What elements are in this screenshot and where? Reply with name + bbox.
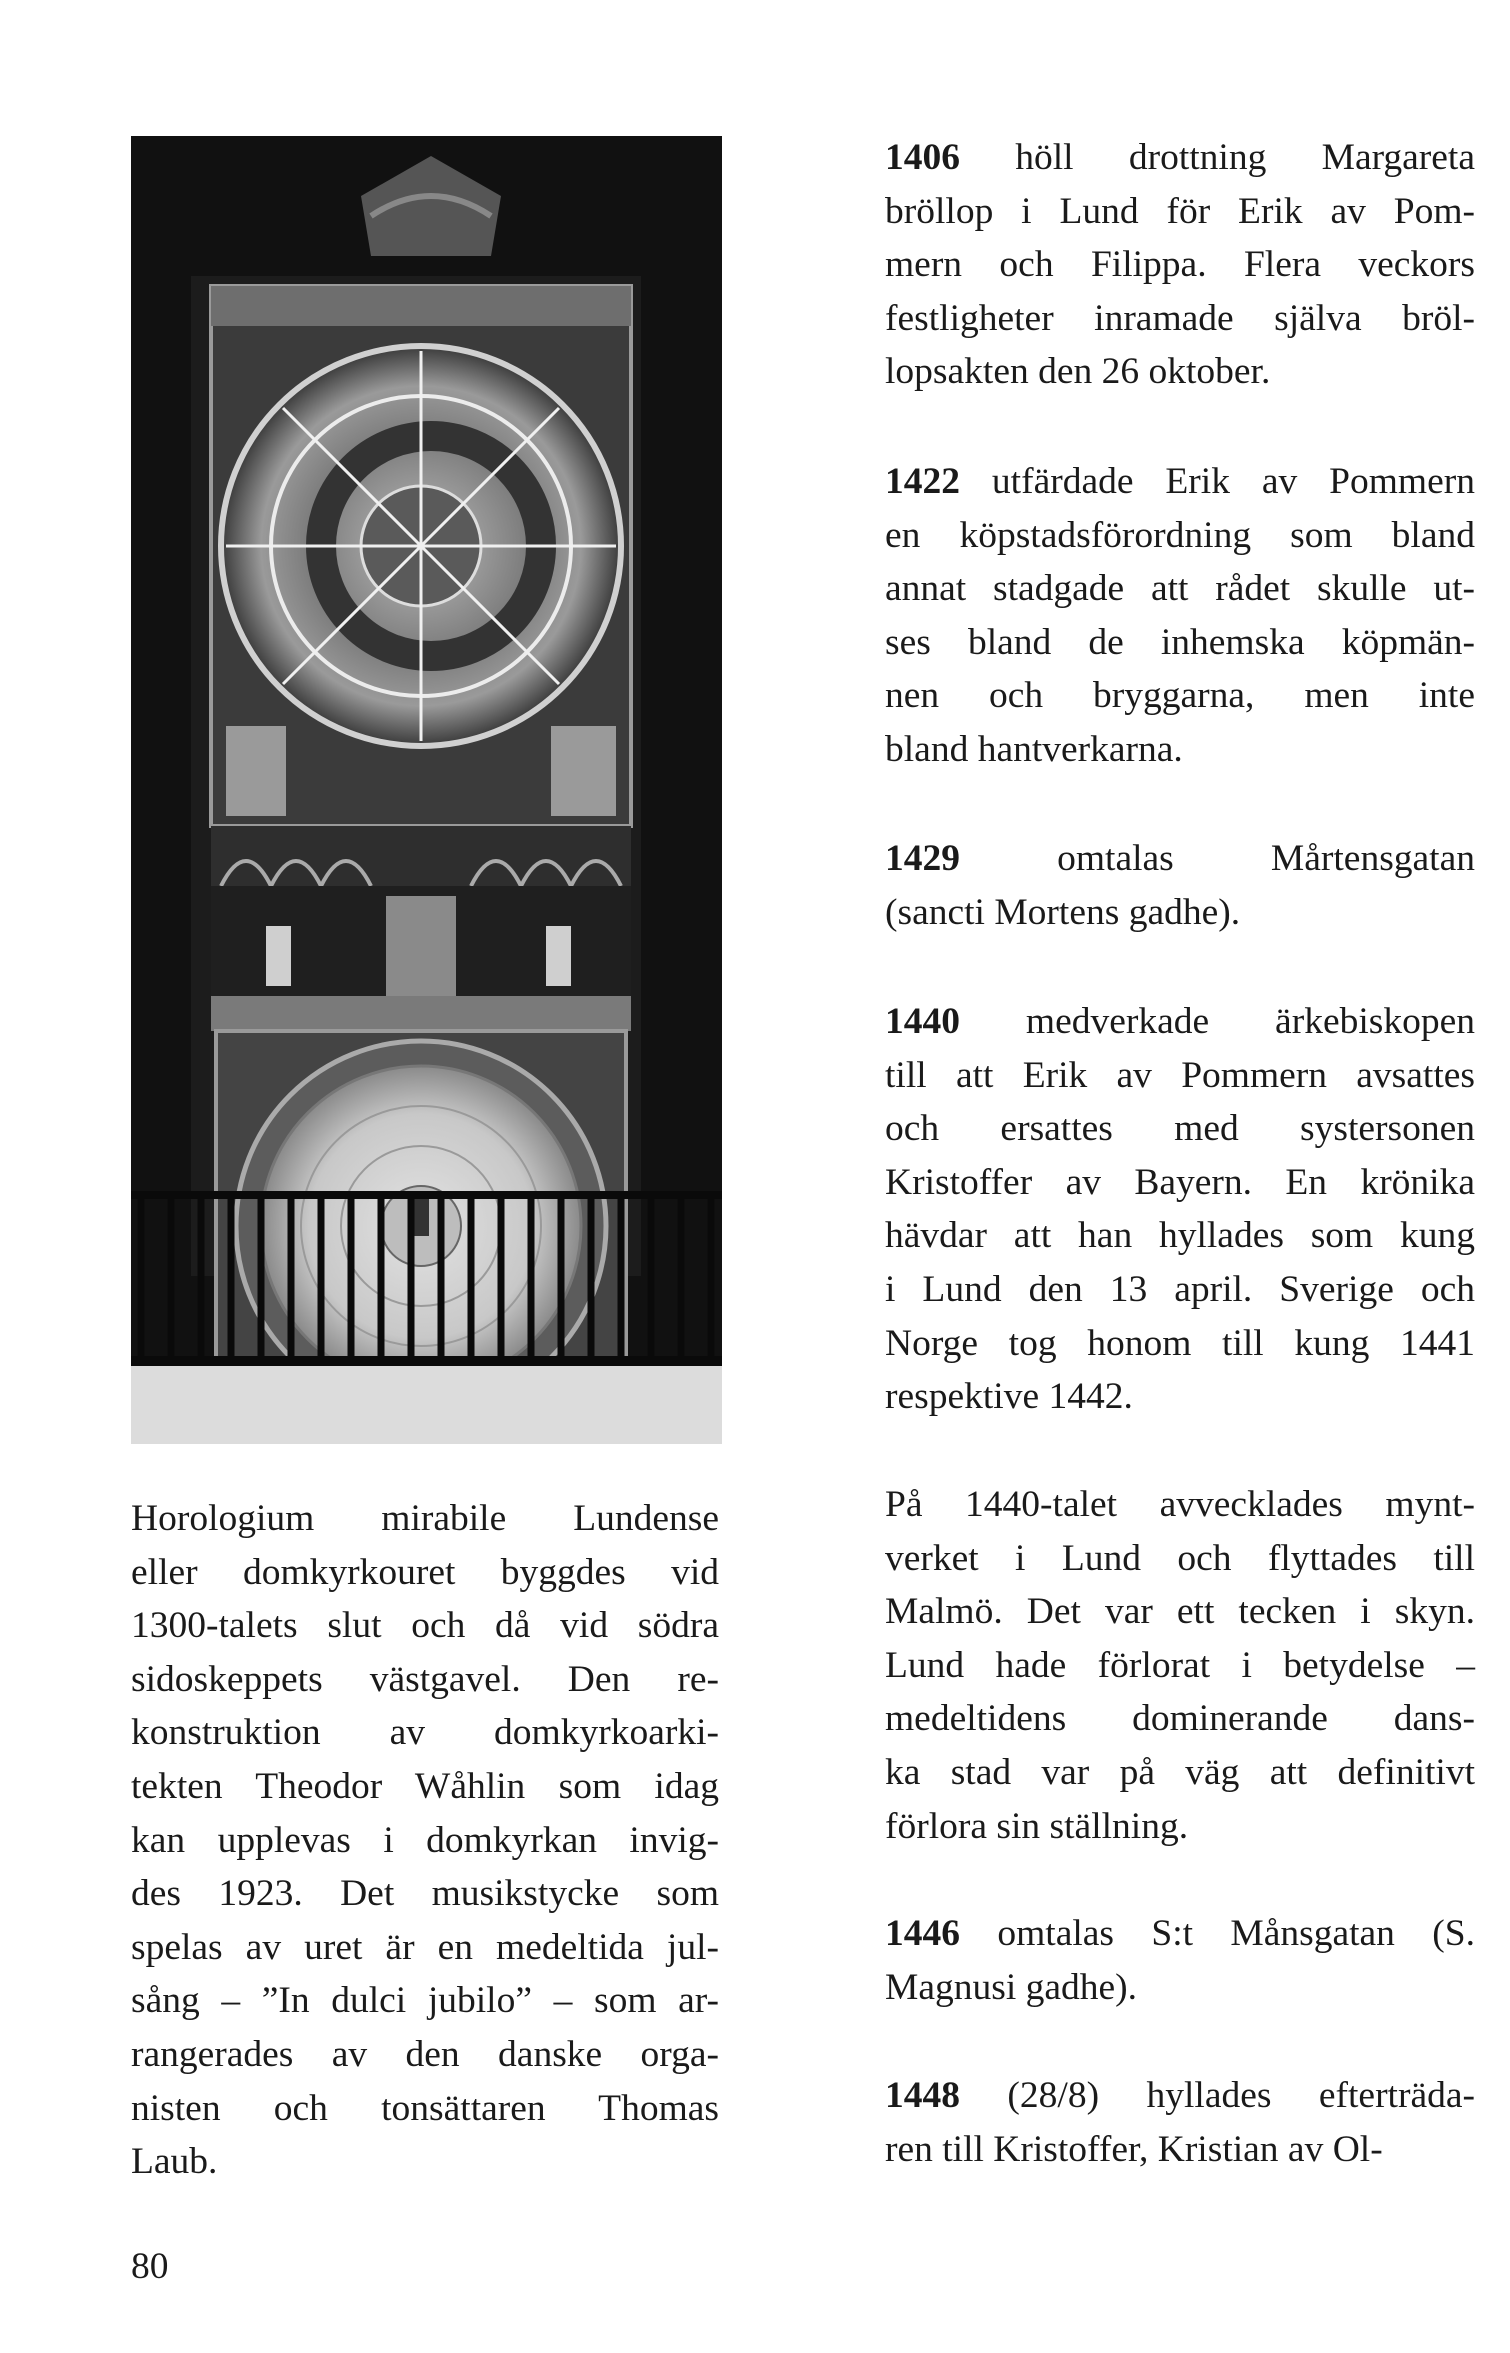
entry-line: ka stad var på väg att definitivt <box>885 1751 1475 1793</box>
caption-line: sång – ”In dulci jubilo” – som ar- <box>131 1980 719 2022</box>
entry-1448 <box>885 2069 1475 2176</box>
entry-line: mern och Filippa. Flera veckors <box>885 244 1475 286</box>
entry-line: respektive 1442. <box>885 1376 1133 1418</box>
caption-line: eller domkyrkouret byggdes vid <box>131 1551 719 1593</box>
entry-line: festligheter inramade själva bröl- <box>885 297 1475 339</box>
entry-line <box>885 995 1475 1049</box>
page-number: 80 <box>131 2246 169 2287</box>
entry-line <box>885 1907 1475 1961</box>
entry-text: omtalas S:t Månsgatan (S. <box>960 1913 1475 1954</box>
entry-1422 <box>885 455 1475 777</box>
entry-year: 1446 <box>885 1913 960 1954</box>
caption-line: rangerades av den danske orga- <box>131 2033 719 2075</box>
entry-line: medeltidens dominerande dans- <box>885 1698 1475 1740</box>
caption-line: 1300-talets slut och då vid södra <box>131 1605 719 1647</box>
caption-line: Horologium mirabile Lundense <box>131 1498 719 1539</box>
entry-line: Malmö. Det var ett tecken i skyn. <box>885 1591 1475 1633</box>
entry-line <box>885 2069 1475 2123</box>
entry-line: Lund hade förlorat i betydelse – <box>885 1644 1475 1686</box>
caption-line: konstruktion av domkyrkoarki- <box>131 1712 719 1754</box>
entry-text: utfärdade Erik av Pommern <box>960 461 1475 502</box>
entry-line: ren till Kristoffer, Kristian av Ol- <box>885 2128 1383 2170</box>
entry-line: verket i Lund och flyttades till <box>885 1537 1475 1579</box>
entry-line: i Lund den 13 april. Sverige och <box>885 1268 1475 1310</box>
photo-caption <box>131 1492 719 2189</box>
entry-line <box>885 131 1475 185</box>
entry-text: höll drottning Margareta <box>960 137 1475 178</box>
caption-line: des 1923. Det musikstycke som <box>131 1873 719 1915</box>
caption-line: sidoskeppets västgavel. Den re- <box>131 1658 719 1700</box>
entry-line: nen och bryggarna, men inte <box>885 675 1475 717</box>
entry-line: (sancti Mortens gadhe). <box>885 891 1241 933</box>
entry-line: Norge tog honom till kung 1441 <box>885 1322 1475 1364</box>
entry-line: hävdar att han hyllades som kung <box>885 1215 1475 1257</box>
astronomical-clock-illustration <box>131 136 722 1444</box>
caption-line: Laub. <box>131 2141 218 2183</box>
caption-line: kan upplevas i domkyrkan invig- <box>131 1819 719 1861</box>
entry-year: 1440 <box>885 1001 960 1042</box>
caption-line: nisten och tonsättaren Thomas <box>131 2087 719 2129</box>
clock-photo <box>131 136 722 1444</box>
entry-line: På 1440-talet avvecklades mynt- <box>885 1484 1475 1525</box>
entry-year: 1422 <box>885 461 960 502</box>
caption-line: tekten Theodor Wåhlin som idag <box>131 1765 719 1807</box>
entry-line: bland hantverkarna. <box>885 728 1183 770</box>
entry-1406 <box>885 131 1475 399</box>
entry-text: medverkade ärkebiskopen <box>960 1001 1475 1042</box>
entry-line <box>885 455 1475 509</box>
entry-1446 <box>885 1907 1475 2014</box>
entry-line: ses bland de inhemska köpmän- <box>885 621 1475 663</box>
entry-year: 1448 <box>885 2075 960 2116</box>
entry-line: och ersattes med systersonen <box>885 1108 1475 1150</box>
entry-line: förlora sin ställning. <box>885 1805 1189 1847</box>
entry-year: 1429 <box>885 838 960 879</box>
entry-text: (28/8) hyllades efterträda- <box>960 2075 1475 2116</box>
entry-1429 <box>885 832 1475 939</box>
entry-text: omtalas Mårtensgatan <box>960 838 1475 879</box>
entry-line: Magnusi gadhe). <box>885 1966 1138 2008</box>
caption-line: spelas av uret är en medeltida jul- <box>131 1926 719 1968</box>
entry-line: bröllop i Lund för Erik av Pom- <box>885 190 1475 232</box>
entry-line: Kristoffer av Bayern. En krönika <box>885 1161 1475 1203</box>
entry-line: en köpstadsförordning som bland <box>885 514 1475 556</box>
entry-1440-talet <box>885 1478 1475 1853</box>
entry-year: 1406 <box>885 137 960 178</box>
entry-line: annat stadgade att rådet skulle ut- <box>885 568 1475 610</box>
entry-line: lopsakten den 26 oktober. <box>885 351 1271 393</box>
entry-line: till att Erik av Pommern avsattes <box>885 1054 1475 1096</box>
entry-line <box>885 832 1475 886</box>
entry-1440 <box>885 995 1475 1424</box>
